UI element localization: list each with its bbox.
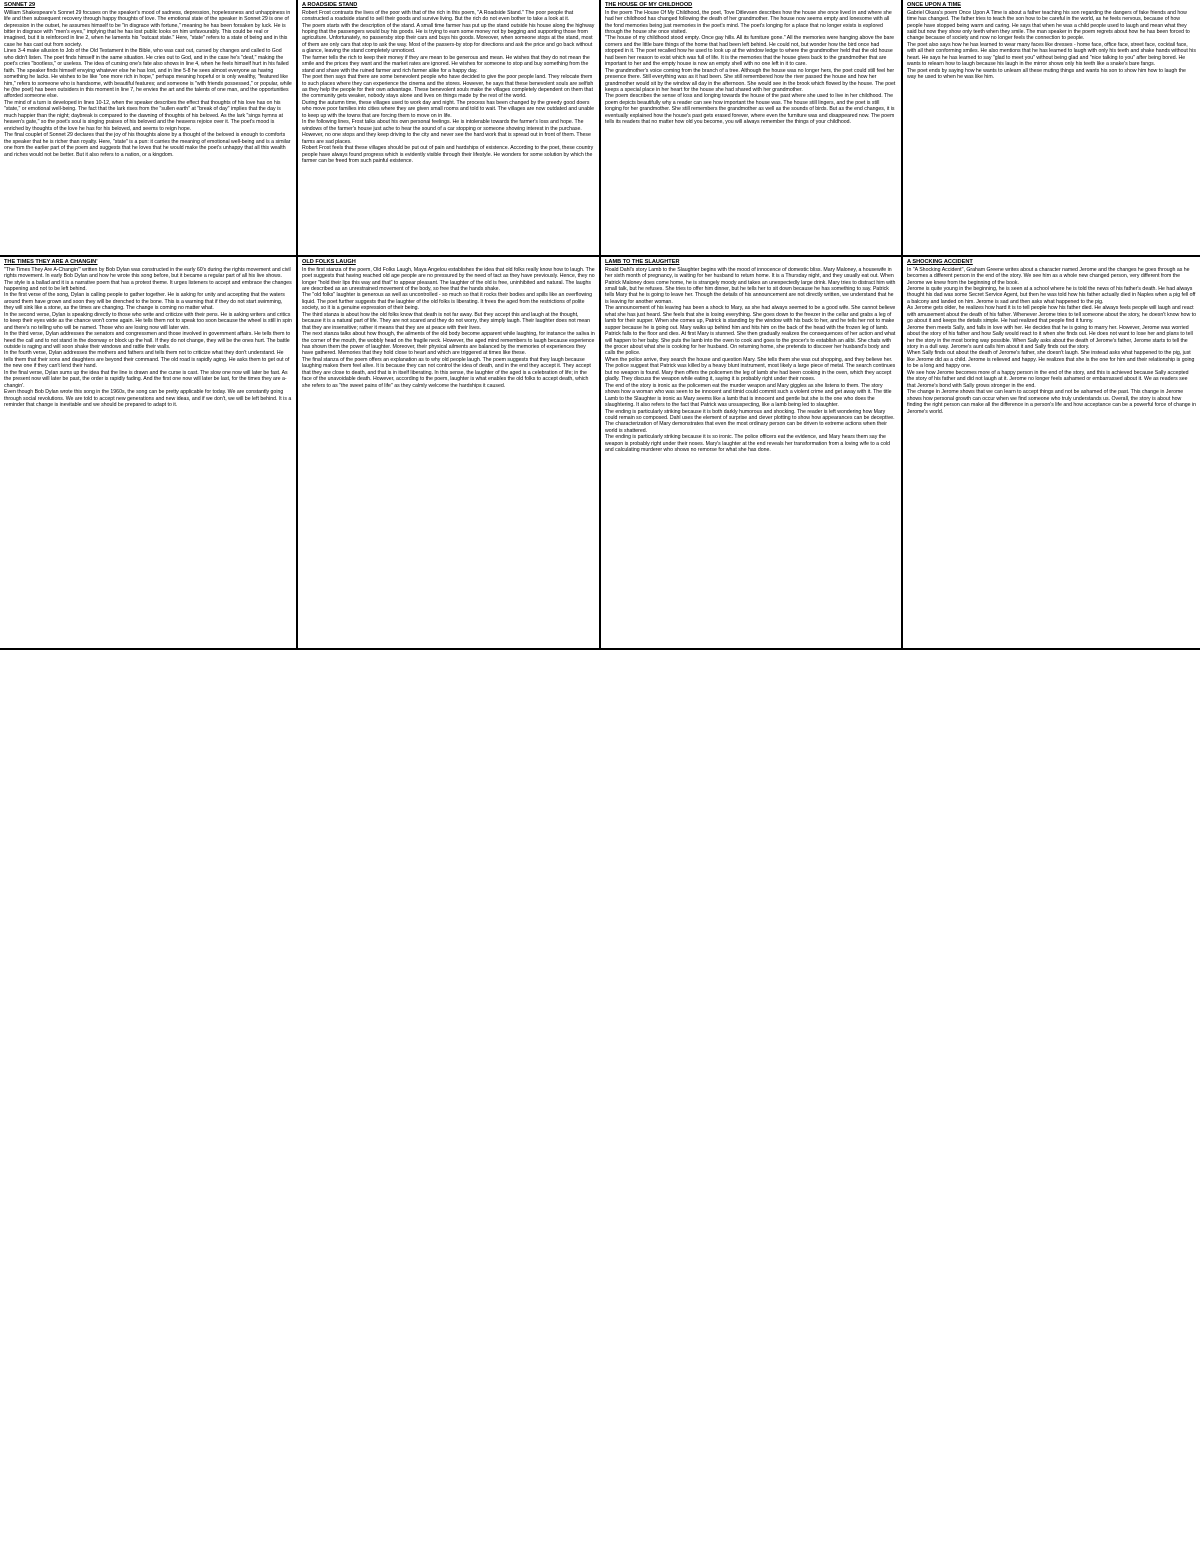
section-paragraph: The end of the story is ironic as the policemen eat the murder weapon and Mary giggles as she listens to them. The story shows how a woman who was seen to be innocent and timid could commit such a violent crime and get away with it. The title Lamb to the Slaughter is ironic as Mary seems like a lamb that is innocent and gentle but she is the one who does the slaughtering. It also refers to the fact that Patrick was unsuspecting, like a lamb being led to slaughter. bbox=[605, 382, 892, 409]
section-title: THE TIMES THEY ARE A CHANGIN' bbox=[4, 259, 98, 265]
section-paragraph: Lines 3-4 make allusion to Job of the Old Testament in the Bible, who was cast out, cursed by changes and called to God who didn't listen. The poet finds himself in the same situation. He cries out to God, and in the case he's "deaf," making the poet's cries "bootless," or useless. The idea of cursing one's fate also shows in line 4, when he feels himself hurt in his failed faith. The speaker finds himself envying whatever else he has lost, and in line 5-8 he sees almost everyone as having something he lacks. He wishes to be like "one more rich in hope," perhaps meaning hopeful or is only wealthy, "featured like him," refers to someone who is handsome, with beautiful features; and someone is "with friends possessed," or popular, while he (the poet) has been outsiders in this moment in line 7, he envies the art and the talents of one man, and the opportunities afforded someone else. bbox=[4, 48, 292, 100]
section-paragraph: Even though Bob Dylan wrote this song in the 1960s, the song can be pretty applicable for today. We are constantly going through social revolutions. We are told to accept new generations and new ideas, and if we don't, we will be left behind. It is a reminder that change is inevitable and we should be prepared to adapt to it. bbox=[4, 389, 292, 409]
section-paragraph: The grandmother's voice coming from the branch of a tree. Although the house was no longer hers, the poet could still feel her presence there. Still everything was as it had been. She still remembered how the river passed the house and how her grandmother would sit by the window all day in the afternoon. She would see in the brook which flowed by the house. The poet keeps a special place in her heart for the house she had shared with her grandmother. bbox=[605, 67, 896, 94]
section-title: LAMB TO THE SLAUGHTER bbox=[605, 259, 680, 265]
section-paragraph: The third stanza is about how the old folks know that death is not far away. But they accept this and laugh at the thought, because it is a natural part of life. They are not scared and they do not worry, they simply laugh. Their laughter does not mean that they are insensitive; rather it means that they are at peace with their lives. bbox=[302, 311, 591, 331]
section-paragraph: In the following lines, Frost talks about his own personal feelings. He is intolerable towards the farmer's loss and hope. The windows of the farmer's house just ache to hear the sound of a car stopping or someone showing interest in the purchase. However, no one stops and they keep driving to the city and never see the hard work that is spread out in front of them. These farms are sad places. bbox=[302, 119, 591, 145]
section-paragraph: Roald Dahl's story Lamb to the Slaughter begins with the mood of innocence of domestic bliss. Mary Maloney, a housewife in her sixth month of pregnancy, is waiting for her husband to return home. It is a Thursday night, and they usually eat out. When Patrick Maloney does come home, he is strangely moody and takes an unexpectedly large drink. Mary tries to distract him with small talk, but he refuses. She tries to offer him dinner, but he tells her to sit down because he has something to say. Patrick tells Mary that he is going to leave her. Though the details of his announcement are not directly written, we understand that he is leaving for another woman. bbox=[605, 266, 896, 305]
section-lamb-to-the-slaughter bbox=[601, 257, 903, 650]
section-old-folks-laugh bbox=[298, 257, 601, 650]
section-paragraph: When Sally finds out about the death of Jerome's father, she doesn't laugh. She instead asks what happened to the pig, just like Jerome did as a child. Jerome is relieved and happy. He realizes that she is the one for him and their relationship is going to be a long and happy one. bbox=[907, 350, 1195, 370]
section-sonnet-29 bbox=[0, 0, 298, 257]
section-paragraph: The final stanza of the poem offers an explanation as to why old people laugh. The poem suggests that they laugh because laughing makes them feel alive. It is because they can not control the idea of death, and in the end they accept it. They accept that they are close to death, and that is in itself liberating. In this sense, the laughter of the aged is a celebration of life; in the face of the unavoidable death. However, according to the poem, laughter is what enables the old folks to accept death, which she refers to as "the sweet pains of life" as they calmly welcome the hardships it caused. bbox=[302, 356, 591, 389]
section-title: SONNET 29 bbox=[4, 2, 36, 8]
section-paragraph: In the third verse, Dylan addresses the senators and congressmen and those involved in government affairs. He tells them to heed the call and to not stand in the doorway or block up the hall. If they do not change, they will be the ones hurt. The battle outside is raging and will soon shake their windows and rattle their walls. bbox=[4, 331, 291, 351]
section-paragraph: The announcement of his leaving has been a shock to Mary, as she had always seemed to be a good wife. She cannot believe what she has just heard. She feels that she is losing everything. She goes down to the freezer in the cellar and grabs a leg of lamb for their supper. When she comes up, Patrick is standing by the window with his back to her, and he tells her not to make supper because he is going out. Mary walks up behind him and hits him on the back of the head with the frozen leg of lamb. bbox=[605, 305, 896, 331]
section-paragraph: The poet also says how he has learned to wear many faces like dresses - home face, office face, street face, cocktail face, with all their conforming smiles. He also mentions that he has learned to laugh with only his teeth and shake hands without his heart. He says he has learned to say "glad to meet you" without being glad and "nice talking to you" after being bored. He wants to relearn how to laugh because his laugh in the mirror shows only his teeth like a snake's bare fangs. bbox=[907, 41, 1196, 68]
section-paragraph: Patrick falls to the floor and dies. At first Mary is stunned. She then gradually realizes the consequences of her action and what will happen to her baby. She puts the lamb into the oven to cook and goes to the grocer's to establish an alibi. She chats with the grocer about what she is cooking for her husband. On returning home, she pretends to discover her husband's body and calls the police. bbox=[605, 331, 896, 357]
section-title: THE HOUSE OF MY CHILDHOOD bbox=[605, 2, 693, 8]
section-once-upon-a-time bbox=[903, 0, 1200, 257]
section-title: A SHOCKING ACCIDENT bbox=[907, 259, 973, 265]
section-paragraph: In "A Shocking Accident", Graham Greene writes about a character named Jerome and the changes he goes through as he becomes a different person in the end of the story. We see him as a whole new changed person, very different from the Jerome we knew from the beginning of the book. bbox=[907, 266, 1190, 286]
section-paragraph: The change in Jerome shows that we can learn to accept things and not be ashamed of the past. This change in Jerome shows how personal growth can occur when we find someone who truly understands us. Overall, the story is about how finding the right person can make all the difference in a person's life and how acceptance can be a powerful force of change in Jerome's world. bbox=[907, 389, 1196, 415]
section-paragraph: The "old folks" laughter is generous as well as uncontrolled - so much so that it rocks their bodies and spills like an overflowing liquid. The poet further suggests that the laughter of the old folks is liberating. It frees the aged from the restrictions of polite society, so it is a genuine expression of their being. bbox=[302, 292, 593, 312]
section-paragraph: The poet then says that there are some benevolent people who have decided to give the poor people land. They relocate them to such places where they can experience the cinema and the stores. However, he says that these benevolent souls are selfish as they help the people for their own advantage. These benevolent souls make the villages completely dependent on them that the community gets weaker, nobody stays alone and lives on things made by the rest of the world. bbox=[302, 74, 594, 100]
section-the-house-of-my-childhood bbox=[601, 0, 903, 257]
section-paragraph: The farmer tells the rich to keep their money if they are mean to be generous and mean. He wishes that they do not mean the smile and the prices they want and the market rates are ignored. He wishes for someone to stop and buy something from the stand and share with the ruined farmer and rich farmer alike for a happy day. bbox=[302, 54, 590, 74]
section-paragraph: "The Times They Are A-Changin'" written by Bob Dylan was constructed in the early 60's during the rights movement and civil rights movement. In early Bob Dylan and how he wrote this song before, but it became a regular part of all his live shows. The style is a ballad and it is a narrative poem that has a protest theme. It urges listeners to accept and embrace the changes happening and not to be left behind. bbox=[4, 266, 292, 292]
section-paragraph: Robert Frost contrasts the lives of the poor with that of the rich in this poem, "A Roadside Stand." The poor people that constructed a roadside stand to sell their goods and survive living. But the rich do not even bother to take a look at it. bbox=[302, 9, 574, 23]
notes-grid bbox=[0, 0, 1200, 650]
section-paragraph: In the first verse of the song, Dylan is calling people to gather together. He is asking for unity and accepting that the waters around them have grown and soon they will be drenched to the bone. This is a warning that if they do not start swimming, they will sink like a stone, as the times are changing. The change is coming no matter what. bbox=[4, 292, 285, 312]
section-paragraph: As Jerome gets older, he realizes how hard it is to tell people how his father died. He always feels people will laugh and react with amusement about the death of his father. Whenever Jerome tries to tell someone about the story, he doesn't know how to go about it and keeps the details simple. He had realized that people find it funny. bbox=[907, 305, 1196, 325]
section-paragraph: The poet ends by saying how he wants to unlearn all these muting things and wants his son to show him how to laugh the way he used to when he was like him. bbox=[907, 67, 1186, 81]
section-paragraph: In the first stanza of the poem, Old Folks Laugh, Maya Angelou establishes the idea that old folks really know how to laugh. The poet suggests that having reached old age people are no pressured by the need of tact as they have previously. Hence, they no longer "hold their lips this way and that" to appear pleasant. The laughter of the old is free, uninhibited and natural. The laughs are described as an unrestrained movement of the body, so free that the hands shake. bbox=[302, 266, 595, 292]
section-paragraph: Jerome is quite young in the beginning, he is seen at a school where he is told the news of his father's death. He had always thought his dad was some Secret Service Agent, but then he was told how his father actually died in Naples when a pig fell off a balcony and landed on him. Jerome is sad and then asks what happened to the pig. bbox=[907, 285, 1196, 305]
section-paragraph: In the second verse, Dylan is speaking directly to those who write and criticize with their pens. He is asking writers and critics to keep their eyes wide as the chance won't come again. He tells them not to speak too soon because the wheel is still in spin and there's no telling who will be named. Those who are losing now will later win. bbox=[4, 311, 292, 331]
section-paragraph: During the autumn time, these villages used to work day and night. The process has been changed by the greedy good doers who move poor families into cities where they are given small rooms and told to wait. The villages are now outdated and unable to keep up with the towns that are forcing them to move on in life. bbox=[302, 99, 595, 119]
section-paragraph: The poem describes the sense of loss and longing towards the house of the past where she used to live in her childhood. The poem depicts beautifully why a reader can see how important the house was. The house still lingers, and the poet is still longing for her grandmother. She still remembers the grandmother as well as the sounds of birds. But as the end changes, it is eventually explained how the house's past gets erased forever, where even the furniture was and disappeared now. The poem tells its readers that no matter how old you become, you will always remember the things of your childhood. bbox=[605, 93, 895, 126]
section-title: OLD FOLKS LAUGH bbox=[302, 259, 356, 265]
section-paragraph: Gabriel Okara's poem Once Upon A Time is about a father teaching his son regarding the dangers of fake friends and how time has changed. The father tries to teach the son how to be careful in the world, as he feels nervous, because of how people have stopped being warm and caring. He says that when he was a child people used to laugh and mean what they said but now they show only teeth when they smile. The man speaker in the poem regrets about how he has been forced to change because of society and now no longer feels the connection to people. bbox=[907, 9, 1190, 42]
section-paragraph: "The house of my childhood stood empty. Once gay hills. All its furniture gone." All the memories were hanging above the bare corners and the little bare things of the home that had been left behind. He could not, but wonder how the bird once had stopped in it. The poet recalled how he used to look up at the window ledge to where the grandmother held that the old house had been her reason to exist which was full of life. It is the memories that the house gives back to the grandmother that are important to her and the empty house is now an empty shell with no one left in it to care. bbox=[605, 35, 895, 68]
section-paragraph: When the police arrive, they search the house and question Mary. She tells them she was out shopping, and they believe her. The police suggest that Patrick was killed by a heavy blunt instrument, most likely a large piece of metal. The search continues but no weapon is found. Mary then offers the policemen the leg of lamb she had been cooking in the oven, which they accept gladly. They discuss the weapon while eating it, saying it is probably right under their noses. bbox=[605, 356, 896, 383]
section-title: A ROADSIDE STAND bbox=[302, 2, 358, 8]
section-paragraph: The poem starts with the description of the stand. A small time farmer has put up the stand outside his house along the highway hoping that the passengers would buy his goods. He is trying to earn some money not by begging and supporting those from agriculture. Unfortunately, no passersby stop their cars and buys his goods. Moreover, when someone stops at the stand, most of them are only cars that stop to ask the way. Most of the passers-by stop for directions and ask the price and go back without a glance, leaving the stand completely unnoticed. bbox=[302, 22, 595, 55]
section-paragraph: In the poem The House Of My Childhood, the poet, Tove Ditlevsen describes how the house she once lived in and where she had her childhood has changed following the death of her grandmother. The house now seems empty and lonesome with all the fond memories being just memories in the poet's mind. The poet's longing for a place that no longer exists is explored through the house she once visited. bbox=[605, 9, 892, 35]
section-paragraph: The ending is particularly striking because it is both darkly humorous and shocking. The reader is left wondering how Mary could remain so composed. Dahl uses the element of surprise and clever plotting to show how appearances can be deceptive. The characterization of Mary demonstrates that even the most ordinary person can be driven to extreme actions when their world is shattered. bbox=[605, 408, 895, 434]
section-paragraph: In the final verse, Dylan sums up the idea that the line is drawn and the curse is cast. The slow one now will later be fast. As the present now will later be past, the order is rapidly fading. And the first one now will later be last, for the times they are a-changin'. bbox=[4, 369, 288, 389]
section-paragraph: The ending is particularly striking because it is so ironic. The police officers eat the evidence, and Mary hears them say the weapon is probably right under their noses. Mary's laughter at the end reveals her transformation from a loving wife to a cold and calculating murderer who shows no remorse for what she has done. bbox=[605, 434, 891, 454]
section-a-shocking-accident bbox=[903, 257, 1200, 650]
section-a-roadside-stand bbox=[298, 0, 601, 257]
section-paragraph: The final couplet of Sonnet 29 declares that the joy of his thoughts alone by a thought of the beloved is enough to comforts the speaker that he is richer than royalty. Here, "state" is a pun: it carries the meaning of emotional well-being and is a similar one from the earlier part of the poem and suggests that he loves that he would make the poet's unhappy that all this wealth and riches would not be better. But it also refers to a nation, or a kingdom. bbox=[4, 132, 291, 158]
section-paragraph: The mind of a turn is developed in lines 10-12, when the speaker describes the effect that thoughts of his love has on his "state," or emotional well-being. The fact that the lark rises from the "sullen earth" at "break of day" implies that the day is much happier than the night; daybreak is compared to the dawning of thoughts of his beloved. As the lark "sings hymns at heaven's gate," so the poet's soul is singing praises of his beloved and the heavens rejoice over it. The poet's mood is enriched by thoughts of the love he has for his beloved, and seems to reign hope. bbox=[4, 99, 283, 132]
section-paragraph: Robert Frost feels that these villages should be put out of pain and hardships of existence. According to the poet, these country people have always found progress which is evidently visible through their lifestyle. He wonders for some solution by which the farmer can be freed from such painful existence. bbox=[302, 145, 594, 165]
section-paragraph: William Shakespeare's Sonnet 29 focuses on the speaker's mood of sadness, depression, hopelessness and unhappiness in life and then subsequent recovery through happy thoughts of love. The emotional state of the speaker in Sonnet 29 is one of depression in the outset, he assumes himself to be "in disgrace with fortune," meaning he has been forsaken by luck. He is bitter in disgrace with "men's eyes," implying that he has lost public looks on him unfavourably. This could be real or imagined, but it is reinforced in line 2, when he laments his "outcast state." Here, "state" refers to a state of being and in this case he has cast out from society. bbox=[4, 9, 291, 48]
section-paragraph: The next stanza talks about how though, the ailments of the old body become apparent while laughing, for instance the saliva in the corner of the mouth, the wobbly head on the fragile neck. However, the aged mind remembers to laugh because experience has shown them the power of laughter. Moreover, their physical ailments are balanced by the memories of experiences they have gathered. Memories that they hold close to heart and which are triggered at times like these. bbox=[302, 331, 595, 357]
section-paragraph: Jerome then meets Sally, and falls in love with her. He decides that he is going to marry her. However, Jerome was worried about the story of his father and how Sally would react to it when she finds out. He does not want to lose her and plans to tell her the story in the most boring way possible. When Sally asks about the death of Jerome's father, Jerome starts to tell the story in a dull way. Jerome's aunt calls him about it and Sally finds out the story. bbox=[907, 324, 1193, 351]
section-the-times-they-are-a-changin bbox=[0, 257, 298, 650]
section-title: ONCE UPON A TIME bbox=[907, 2, 961, 8]
section-paragraph: In the fourth verse, Dylan addresses the mothers and fathers and tells them not to criticize what they don't understand. He tells them that their sons and daughters are beyond their command. The old road is rapidly aging. He asks them to get out of the new one if they can't lend their hand. bbox=[4, 350, 290, 370]
section-paragraph: We see how Jerome becomes more of a happy person in the end of the story, and this is achieved because Sally accepted the story of his father and did not laugh at it. Jerome no longer feels ashamed or embarrassed about it. We as readers see that Jerome's bond with Sally grows stronger in the end. bbox=[907, 369, 1189, 389]
